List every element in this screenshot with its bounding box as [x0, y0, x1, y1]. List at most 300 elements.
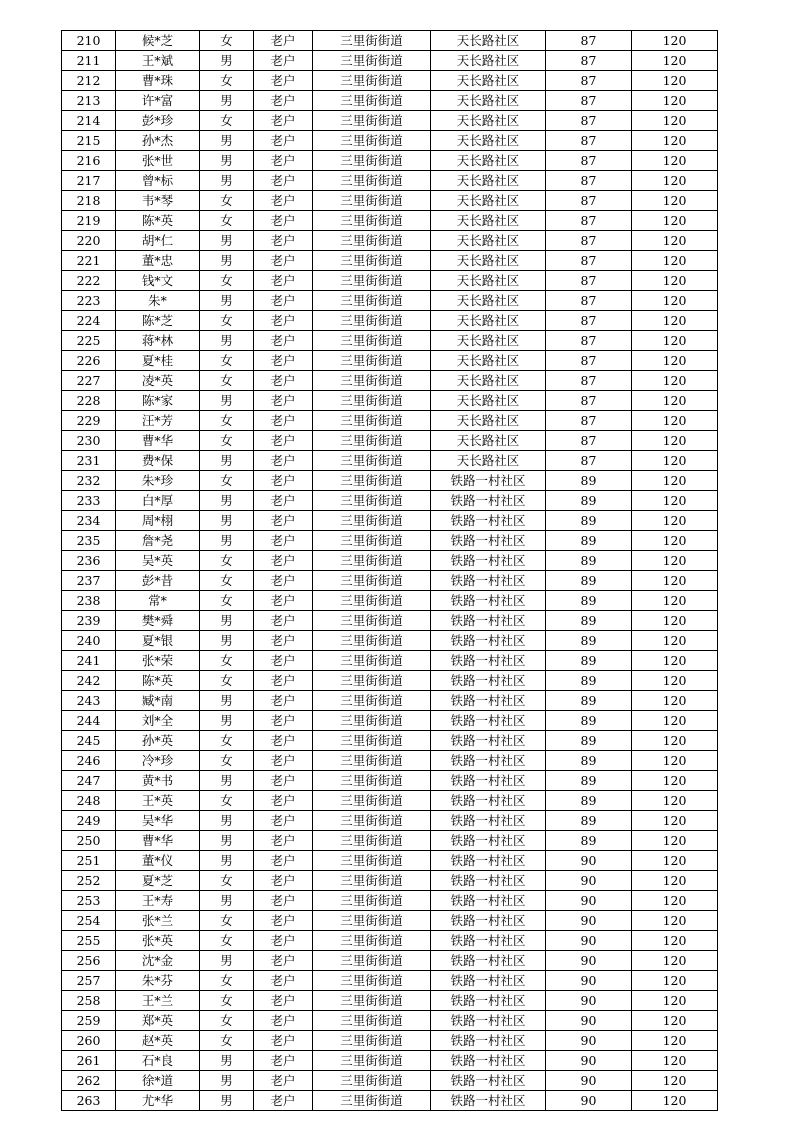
subdistrict-cell: 三里街街道: [313, 1031, 431, 1051]
name-cell: 许*富: [116, 91, 200, 111]
gender-cell: 男: [200, 1051, 254, 1071]
subdistrict-cell: 三里街街道: [313, 391, 431, 411]
table-row: [62, 411, 718, 431]
community-cell: 天长路社区: [431, 311, 546, 331]
community-cell: 天长路社区: [431, 131, 546, 151]
gender-cell: 男: [200, 1091, 254, 1111]
subdistrict-cell: 三里街街道: [313, 591, 431, 611]
row-number-cell: 217: [62, 171, 116, 191]
name-cell: 赵*英: [116, 1031, 200, 1051]
household-type-cell: 老户: [254, 751, 313, 771]
age-cell: 89: [546, 471, 632, 491]
table-row: [62, 1051, 718, 1071]
community-cell: 天长路社区: [431, 191, 546, 211]
community-cell: 天长路社区: [431, 91, 546, 111]
community-cell: 铁路一村社区: [431, 871, 546, 891]
household-type-cell: 老户: [254, 731, 313, 751]
row-number-cell: 255: [62, 931, 116, 951]
gender-cell: 女: [200, 591, 254, 611]
community-cell: 铁路一村社区: [431, 1011, 546, 1031]
name-cell: 张*兰: [116, 911, 200, 931]
subdistrict-cell: 三里街街道: [313, 351, 431, 371]
row-number-cell: 225: [62, 331, 116, 351]
name-cell: 王*斌: [116, 51, 200, 71]
gender-cell: 男: [200, 1071, 254, 1091]
gender-cell: 男: [200, 131, 254, 151]
age-cell: 90: [546, 971, 632, 991]
row-number-cell: 263: [62, 1091, 116, 1111]
gender-cell: 女: [200, 351, 254, 371]
row-number-cell: 232: [62, 471, 116, 491]
age-cell: 90: [546, 891, 632, 911]
household-type-cell: 老户: [254, 151, 313, 171]
name-cell: 曹*华: [116, 831, 200, 851]
gender-cell: 女: [200, 211, 254, 231]
community-cell: 天长路社区: [431, 171, 546, 191]
subdistrict-cell: 三里街街道: [313, 731, 431, 751]
table-row: [62, 711, 718, 731]
gender-cell: 男: [200, 711, 254, 731]
row-number-cell: 213: [62, 91, 116, 111]
community-cell: 铁路一村社区: [431, 631, 546, 651]
community-cell: 天长路社区: [431, 151, 546, 171]
age-cell: 90: [546, 851, 632, 871]
table-row: [62, 551, 718, 571]
gender-cell: 男: [200, 171, 254, 191]
household-type-cell: 老户: [254, 491, 313, 511]
community-cell: 天长路社区: [431, 371, 546, 391]
community-cell: 铁路一村社区: [431, 511, 546, 531]
amount-cell: 120: [632, 471, 718, 491]
row-number-cell: 215: [62, 131, 116, 151]
subdistrict-cell: 三里街街道: [313, 631, 431, 651]
gender-cell: 女: [200, 671, 254, 691]
household-type-cell: 老户: [254, 811, 313, 831]
name-cell: 刘*全: [116, 711, 200, 731]
subdistrict-cell: 三里街街道: [313, 531, 431, 551]
row-number-cell: 214: [62, 111, 116, 131]
amount-cell: 120: [632, 611, 718, 631]
household-type-cell: 老户: [254, 451, 313, 471]
table-row: [62, 51, 718, 71]
table-row: [62, 691, 718, 711]
row-number-cell: 245: [62, 731, 116, 751]
age-cell: 89: [546, 551, 632, 571]
row-number-cell: 256: [62, 951, 116, 971]
household-type-cell: 老户: [254, 511, 313, 531]
table-row: [62, 731, 718, 751]
row-number-cell: 231: [62, 451, 116, 471]
subdistrict-cell: 三里街街道: [313, 871, 431, 891]
household-type-cell: 老户: [254, 1091, 313, 1111]
name-cell: 彭*珍: [116, 111, 200, 131]
row-number-cell: 249: [62, 811, 116, 831]
household-type-cell: 老户: [254, 631, 313, 651]
gender-cell: 女: [200, 731, 254, 751]
name-cell: 黄*书: [116, 771, 200, 791]
subdistrict-cell: 三里街街道: [313, 811, 431, 831]
subdistrict-cell: 三里街街道: [313, 651, 431, 671]
household-type-cell: 老户: [254, 891, 313, 911]
age-cell: 90: [546, 951, 632, 971]
name-cell: 陈*英: [116, 211, 200, 231]
table-row: [62, 231, 718, 251]
gender-cell: 男: [200, 511, 254, 531]
table-row: [62, 891, 718, 911]
row-number-cell: 248: [62, 791, 116, 811]
row-number-cell: 221: [62, 251, 116, 271]
age-cell: 89: [546, 731, 632, 751]
household-type-cell: 老户: [254, 31, 313, 51]
age-cell: 87: [546, 251, 632, 271]
age-cell: 89: [546, 691, 632, 711]
row-number-cell: 218: [62, 191, 116, 211]
amount-cell: 120: [632, 871, 718, 891]
subdistrict-cell: 三里街街道: [313, 951, 431, 971]
row-number-cell: 262: [62, 1071, 116, 1091]
community-cell: 天长路社区: [431, 31, 546, 51]
name-cell: 吴*英: [116, 551, 200, 571]
age-cell: 89: [546, 531, 632, 551]
amount-cell: 120: [632, 651, 718, 671]
amount-cell: 120: [632, 91, 718, 111]
community-cell: 天长路社区: [431, 351, 546, 371]
gender-cell: 女: [200, 931, 254, 951]
community-cell: 铁路一村社区: [431, 711, 546, 731]
amount-cell: 120: [632, 171, 718, 191]
community-cell: 铁路一村社区: [431, 491, 546, 511]
amount-cell: 120: [632, 231, 718, 251]
amount-cell: 120: [632, 1031, 718, 1051]
household-type-cell: 老户: [254, 871, 313, 891]
age-cell: 90: [546, 1051, 632, 1071]
amount-cell: 120: [632, 631, 718, 651]
row-number-cell: 228: [62, 391, 116, 411]
subdistrict-cell: 三里街街道: [313, 571, 431, 591]
records-table: [61, 30, 718, 1111]
age-cell: 87: [546, 111, 632, 131]
name-cell: 王*寿: [116, 891, 200, 911]
age-cell: 87: [546, 331, 632, 351]
gender-cell: 女: [200, 871, 254, 891]
age-cell: 87: [546, 371, 632, 391]
subdistrict-cell: 三里街街道: [313, 831, 431, 851]
table-row: [62, 391, 718, 411]
name-cell: 尤*华: [116, 1091, 200, 1111]
gender-cell: 男: [200, 691, 254, 711]
name-cell: 吴*华: [116, 811, 200, 831]
table-row: [62, 251, 718, 271]
age-cell: 90: [546, 911, 632, 931]
age-cell: 87: [546, 351, 632, 371]
household-type-cell: 老户: [254, 431, 313, 451]
age-cell: 90: [546, 871, 632, 891]
amount-cell: 120: [632, 811, 718, 831]
name-cell: 樊*舜: [116, 611, 200, 631]
table-row: [62, 971, 718, 991]
name-cell: 周*栩: [116, 511, 200, 531]
table-row: [62, 611, 718, 631]
gender-cell: 男: [200, 531, 254, 551]
name-cell: 陈*英: [116, 671, 200, 691]
row-number-cell: 240: [62, 631, 116, 651]
household-type-cell: 老户: [254, 1031, 313, 1051]
subdistrict-cell: 三里街街道: [313, 191, 431, 211]
community-cell: 铁路一村社区: [431, 1031, 546, 1051]
subdistrict-cell: 三里街街道: [313, 171, 431, 191]
amount-cell: 120: [632, 791, 718, 811]
age-cell: 90: [546, 1071, 632, 1091]
row-number-cell: 260: [62, 1031, 116, 1051]
household-type-cell: 老户: [254, 711, 313, 731]
community-cell: 铁路一村社区: [431, 671, 546, 691]
community-cell: 天长路社区: [431, 291, 546, 311]
gender-cell: 男: [200, 391, 254, 411]
age-cell: 90: [546, 1031, 632, 1051]
subdistrict-cell: 三里街街道: [313, 491, 431, 511]
age-cell: 87: [546, 51, 632, 71]
table-row: [62, 331, 718, 351]
household-type-cell: 老户: [254, 211, 313, 231]
subdistrict-cell: 三里街街道: [313, 671, 431, 691]
household-type-cell: 老户: [254, 51, 313, 71]
gender-cell: 女: [200, 431, 254, 451]
amount-cell: 120: [632, 151, 718, 171]
row-number-cell: 210: [62, 31, 116, 51]
age-cell: 87: [546, 31, 632, 51]
row-number-cell: 237: [62, 571, 116, 591]
row-number-cell: 220: [62, 231, 116, 251]
community-cell: 铁路一村社区: [431, 891, 546, 911]
amount-cell: 120: [632, 331, 718, 351]
age-cell: 89: [546, 571, 632, 591]
name-cell: 汪*芳: [116, 411, 200, 431]
subdistrict-cell: 三里街街道: [313, 791, 431, 811]
household-type-cell: 老户: [254, 651, 313, 671]
age-cell: 87: [546, 391, 632, 411]
age-cell: 87: [546, 311, 632, 331]
name-cell: 詹*尧: [116, 531, 200, 551]
community-cell: 天长路社区: [431, 391, 546, 411]
community-cell: 铁路一村社区: [431, 471, 546, 491]
gender-cell: 女: [200, 791, 254, 811]
row-number-cell: 212: [62, 71, 116, 91]
table-row: [62, 1091, 718, 1111]
row-number-cell: 251: [62, 851, 116, 871]
gender-cell: 女: [200, 971, 254, 991]
community-cell: 铁路一村社区: [431, 991, 546, 1011]
age-cell: 87: [546, 431, 632, 451]
community-cell: 铁路一村社区: [431, 951, 546, 971]
gender-cell: 女: [200, 551, 254, 571]
household-type-cell: 老户: [254, 311, 313, 331]
gender-cell: 男: [200, 151, 254, 171]
gender-cell: 女: [200, 191, 254, 211]
household-type-cell: 老户: [254, 831, 313, 851]
amount-cell: 120: [632, 771, 718, 791]
name-cell: 朱*: [116, 291, 200, 311]
name-cell: 孙*英: [116, 731, 200, 751]
amount-cell: 120: [632, 411, 718, 431]
amount-cell: 120: [632, 271, 718, 291]
subdistrict-cell: 三里街街道: [313, 691, 431, 711]
row-number-cell: 224: [62, 311, 116, 331]
subdistrict-cell: 三里街街道: [313, 911, 431, 931]
amount-cell: 120: [632, 431, 718, 451]
subdistrict-cell: 三里街街道: [313, 31, 431, 51]
table-row: [62, 451, 718, 471]
community-cell: 铁路一村社区: [431, 911, 546, 931]
household-type-cell: 老户: [254, 91, 313, 111]
name-cell: 费*保: [116, 451, 200, 471]
name-cell: 韦*琴: [116, 191, 200, 211]
name-cell: 朱*珍: [116, 471, 200, 491]
subdistrict-cell: 三里街街道: [313, 311, 431, 331]
name-cell: 董*忠: [116, 251, 200, 271]
amount-cell: 120: [632, 451, 718, 471]
table-row: [62, 571, 718, 591]
table-row: [62, 651, 718, 671]
gender-cell: 男: [200, 491, 254, 511]
household-type-cell: 老户: [254, 291, 313, 311]
row-number-cell: 234: [62, 511, 116, 531]
name-cell: 董*仪: [116, 851, 200, 871]
row-number-cell: 252: [62, 871, 116, 891]
community-cell: 天长路社区: [431, 411, 546, 431]
household-type-cell: 老户: [254, 911, 313, 931]
name-cell: 夏*银: [116, 631, 200, 651]
gender-cell: 男: [200, 811, 254, 831]
gender-cell: 女: [200, 1031, 254, 1051]
amount-cell: 120: [632, 491, 718, 511]
age-cell: 89: [546, 631, 632, 651]
community-cell: 天长路社区: [431, 231, 546, 251]
row-number-cell: 246: [62, 751, 116, 771]
gender-cell: 女: [200, 471, 254, 491]
name-cell: 白*厚: [116, 491, 200, 511]
age-cell: 90: [546, 931, 632, 951]
table-row: [62, 951, 718, 971]
gender-cell: 男: [200, 831, 254, 851]
table-row: [62, 911, 718, 931]
amount-cell: 120: [632, 1091, 718, 1111]
community-cell: 天长路社区: [431, 51, 546, 71]
household-type-cell: 老户: [254, 531, 313, 551]
age-cell: 90: [546, 991, 632, 1011]
household-type-cell: 老户: [254, 771, 313, 791]
gender-cell: 男: [200, 951, 254, 971]
subdistrict-cell: 三里街街道: [313, 431, 431, 451]
records-table-body: [62, 31, 718, 1111]
age-cell: 87: [546, 71, 632, 91]
household-type-cell: 老户: [254, 1051, 313, 1071]
community-cell: 铁路一村社区: [431, 811, 546, 831]
table-row: [62, 671, 718, 691]
household-type-cell: 老户: [254, 331, 313, 351]
amount-cell: 120: [632, 371, 718, 391]
subdistrict-cell: 三里街街道: [313, 331, 431, 351]
row-number-cell: 247: [62, 771, 116, 791]
table-row: [62, 811, 718, 831]
gender-cell: 女: [200, 1011, 254, 1031]
community-cell: 铁路一村社区: [431, 571, 546, 591]
community-cell: 天长路社区: [431, 451, 546, 471]
subdistrict-cell: 三里街街道: [313, 471, 431, 491]
name-cell: 候*芝: [116, 31, 200, 51]
row-number-cell: 239: [62, 611, 116, 631]
row-number-cell: 258: [62, 991, 116, 1011]
name-cell: 孙*杰: [116, 131, 200, 151]
table-row: [62, 531, 718, 551]
community-cell: 铁路一村社区: [431, 731, 546, 751]
community-cell: 铁路一村社区: [431, 771, 546, 791]
row-number-cell: 257: [62, 971, 116, 991]
gender-cell: 男: [200, 851, 254, 871]
community-cell: 铁路一村社区: [431, 691, 546, 711]
age-cell: 87: [546, 291, 632, 311]
community-cell: 铁路一村社区: [431, 791, 546, 811]
subdistrict-cell: 三里街街道: [313, 111, 431, 131]
household-type-cell: 老户: [254, 571, 313, 591]
name-cell: 郑*英: [116, 1011, 200, 1031]
community-cell: 天长路社区: [431, 431, 546, 451]
gender-cell: 女: [200, 911, 254, 931]
subdistrict-cell: 三里街街道: [313, 51, 431, 71]
name-cell: 臧*南: [116, 691, 200, 711]
amount-cell: 120: [632, 911, 718, 931]
household-type-cell: 老户: [254, 931, 313, 951]
gender-cell: 女: [200, 751, 254, 771]
name-cell: 曾*标: [116, 171, 200, 191]
name-cell: 冷*珍: [116, 751, 200, 771]
community-cell: 铁路一村社区: [431, 1091, 546, 1111]
household-type-cell: 老户: [254, 191, 313, 211]
household-type-cell: 老户: [254, 591, 313, 611]
household-type-cell: 老户: [254, 671, 313, 691]
age-cell: 87: [546, 451, 632, 471]
row-number-cell: 226: [62, 351, 116, 371]
gender-cell: 女: [200, 111, 254, 131]
amount-cell: 120: [632, 351, 718, 371]
row-number-cell: 242: [62, 671, 116, 691]
gender-cell: 女: [200, 31, 254, 51]
age-cell: 87: [546, 191, 632, 211]
subdistrict-cell: 三里街街道: [313, 151, 431, 171]
community-cell: 铁路一村社区: [431, 551, 546, 571]
household-type-cell: 老户: [254, 791, 313, 811]
community-cell: 铁路一村社区: [431, 831, 546, 851]
gender-cell: 女: [200, 651, 254, 671]
name-cell: 凌*英: [116, 371, 200, 391]
amount-cell: 120: [632, 311, 718, 331]
table-row: [62, 371, 718, 391]
name-cell: 张*荣: [116, 651, 200, 671]
amount-cell: 120: [632, 671, 718, 691]
household-type-cell: 老户: [254, 951, 313, 971]
amount-cell: 120: [632, 751, 718, 771]
subdistrict-cell: 三里街街道: [313, 91, 431, 111]
table-row: [62, 191, 718, 211]
household-type-cell: 老户: [254, 991, 313, 1011]
age-cell: 89: [546, 811, 632, 831]
name-cell: 王*兰: [116, 991, 200, 1011]
community-cell: 铁路一村社区: [431, 611, 546, 631]
name-cell: 钱*文: [116, 271, 200, 291]
table-row: [62, 111, 718, 131]
name-cell: 朱*芬: [116, 971, 200, 991]
name-cell: 曹*华: [116, 431, 200, 451]
name-cell: 沈*金: [116, 951, 200, 971]
